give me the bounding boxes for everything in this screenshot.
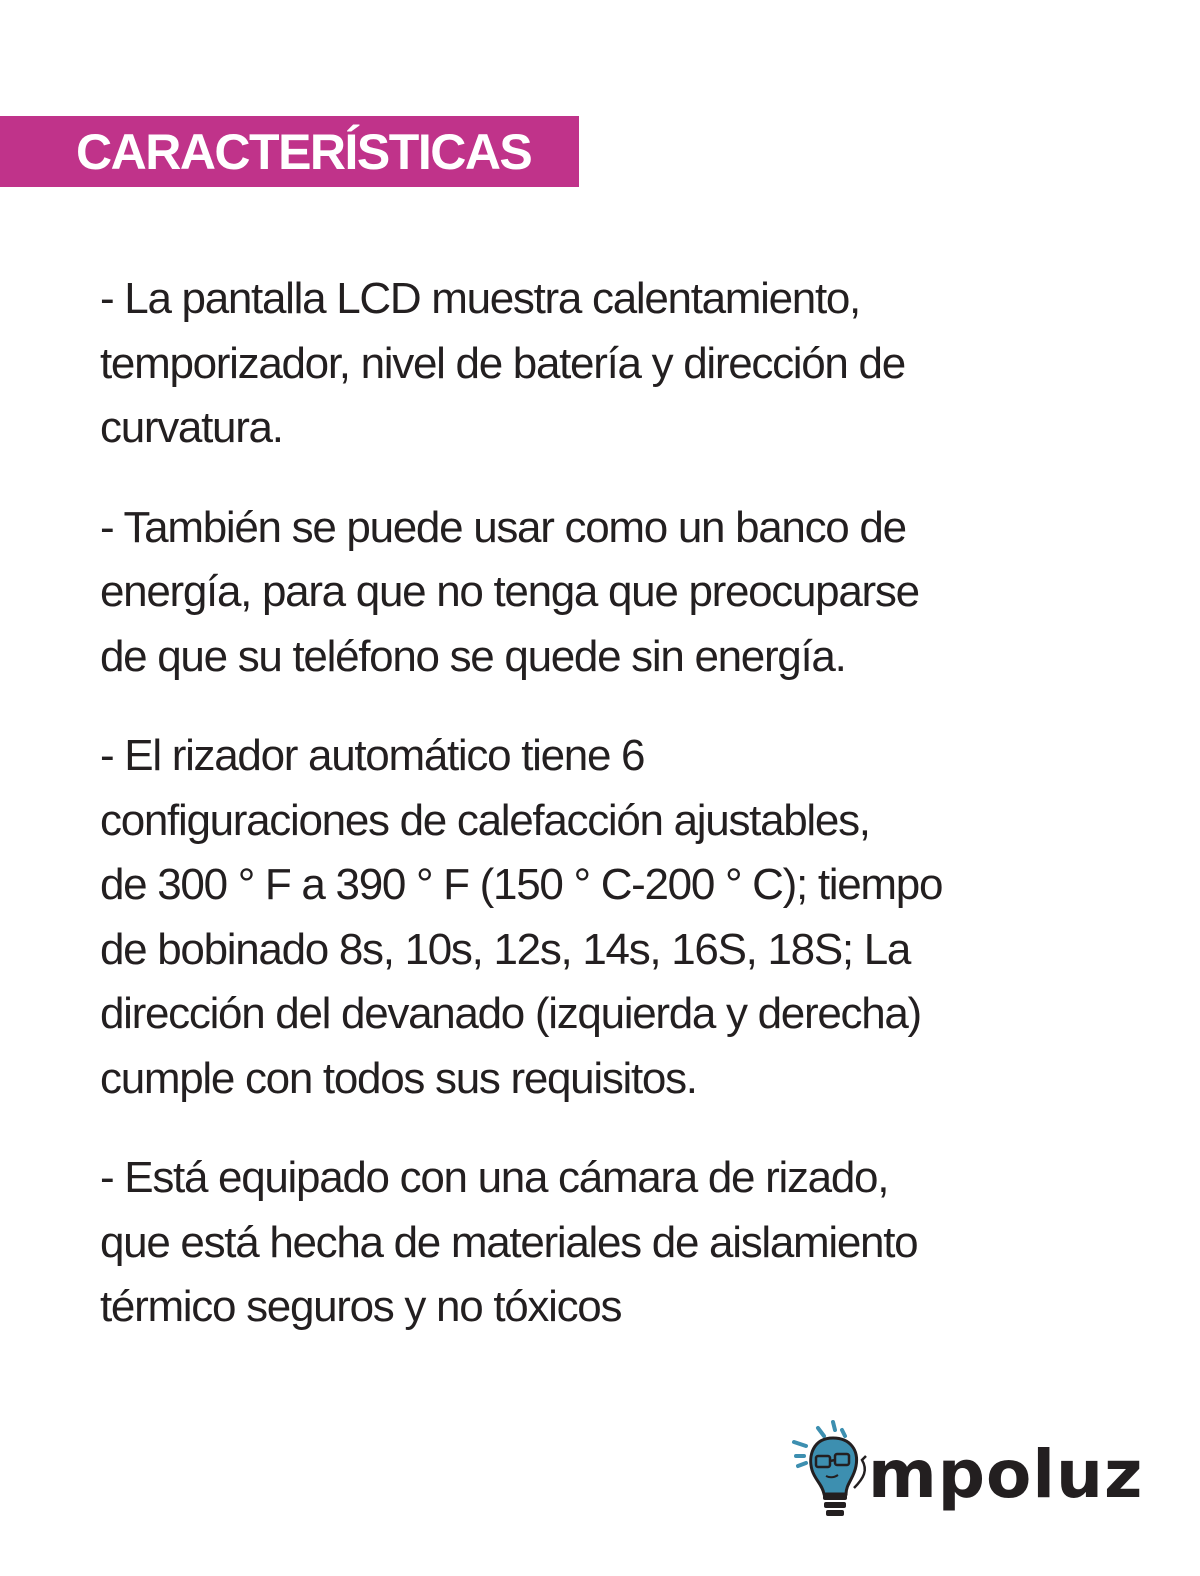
feature-line: - También se puede usar como un banco de — [100, 502, 906, 552]
feature-item — [100, 724, 1110, 1111]
feature-line: energía, para que no tenga que preocuparse — [100, 567, 919, 616]
feature-line: temporizador, nivel de batería y dirección de — [100, 338, 905, 388]
feature-line: de que su teléfono se quede sin energía. — [100, 631, 846, 681]
brand-logo — [788, 1418, 1144, 1523]
feature-line: que está hecha de materiales de aislamiento — [100, 1217, 918, 1267]
brand-name: mpoluz — [868, 1436, 1144, 1513]
section-title: CARACTERÍSTICAS — [76, 124, 532, 180]
feature-item — [100, 267, 1110, 461]
feature-line: dirección del devanado (izquierda y derecha) — [100, 989, 921, 1038]
features-list — [100, 267, 1110, 1375]
section-title-banner — [0, 116, 579, 187]
feature-line: - Está equipado con una cámara de rizado, — [100, 1153, 889, 1202]
feature-line: curvatura. — [100, 403, 283, 452]
feature-line: de bobinado 8s, 10s, 12s, 14s, 16S, 18S; La — [100, 924, 911, 974]
feature-line: - La pantalla LCD muestra calentamiento, — [100, 274, 860, 323]
feature-line: - El rizador automático tiene 6 — [100, 731, 645, 780]
feature-line: de 300 ° F a 390 ° F (150 ° C-200 ° C); tiempo — [100, 860, 943, 909]
feature-line: cumple con todos sus requisitos. — [100, 1053, 697, 1103]
feature-item — [100, 1146, 1110, 1340]
feature-line: configuraciones de calefacción ajustables, — [100, 795, 870, 845]
feature-item — [100, 496, 1110, 690]
feature-line: térmico seguros y no tóxicos — [100, 1282, 622, 1331]
